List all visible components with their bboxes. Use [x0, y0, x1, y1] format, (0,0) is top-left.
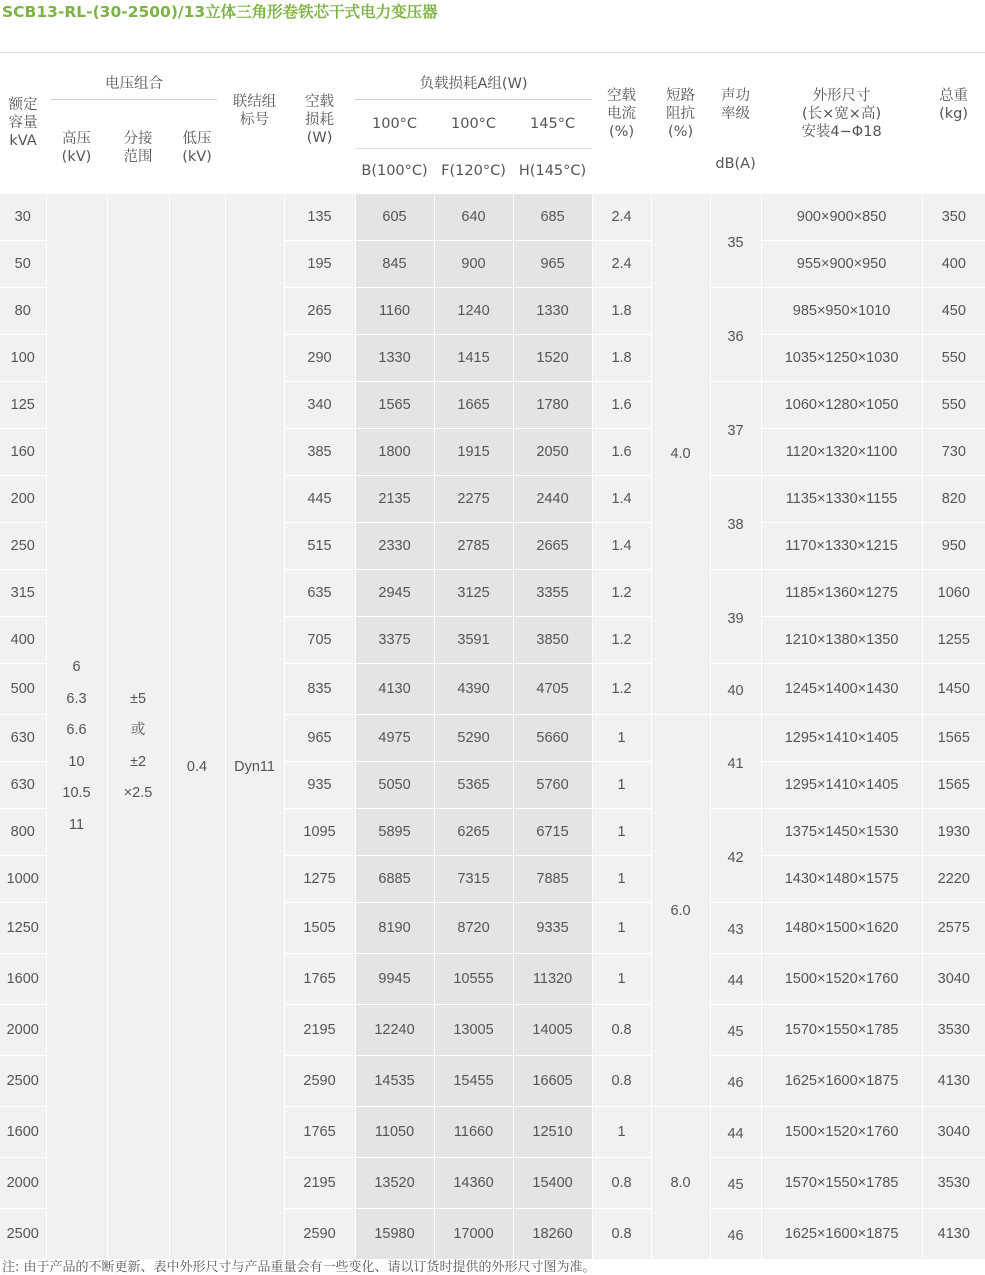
spec-table: [0, 52, 985, 1259]
cell-load-loss-b: 1565: [355, 382, 434, 429]
cell-load-loss-b: 845: [355, 241, 434, 288]
cell-load-loss-h: 7885: [513, 856, 592, 903]
header-weight: 总重 (kg): [922, 53, 985, 194]
header-temp-2: 100°C: [434, 100, 513, 149]
cell-kva: 2500: [0, 1209, 46, 1260]
cell-weight: 550: [922, 382, 985, 429]
cell-dimensions: 1120×1320×1100: [761, 429, 922, 476]
cell-weight: 1255: [922, 617, 985, 664]
cell-weight: 4130: [922, 1056, 985, 1107]
cell-tap-range: [107, 194, 169, 1260]
cell-weight: 400: [922, 241, 985, 288]
cell-load-loss-h: 3850: [513, 617, 592, 664]
cell-load-loss-f: 640: [434, 194, 513, 241]
cell-dimensions: 1430×1480×1575: [761, 856, 922, 903]
cell-load-loss-h: 4705: [513, 664, 592, 715]
cell-impedance: 4.0: [651, 194, 710, 715]
cell-hv-range: [46, 194, 107, 1260]
cell-no-load-current: 1.8: [592, 335, 651, 382]
cell-load-loss-f: 5290: [434, 715, 513, 762]
cell-no-load-loss: 1505: [284, 903, 355, 954]
cell-impedance: 6.0: [651, 715, 710, 1107]
cell-no-load-loss: 340: [284, 382, 355, 429]
cell-sound-level: 43: [710, 903, 761, 954]
cell-load-loss-f: 2785: [434, 523, 513, 570]
cell-weight: 350: [922, 194, 985, 241]
cell-load-loss-h: 9335: [513, 903, 592, 954]
cell-dimensions: 1480×1500×1620: [761, 903, 922, 954]
cell-no-load-current: 1.4: [592, 523, 651, 570]
cell-dimensions: 1060×1280×1050: [761, 382, 922, 429]
cell-load-loss-f: 17000: [434, 1209, 513, 1260]
cell-load-loss-b: 3375: [355, 617, 434, 664]
cell-no-load-loss: 2590: [284, 1209, 355, 1260]
cell-dimensions: 985×950×1010: [761, 288, 922, 335]
cell-no-load-current: 1: [592, 809, 651, 856]
cell-sound-level: 36: [710, 288, 761, 382]
tap-value: 或: [130, 722, 146, 738]
header-tap-range: 分接 范围: [123, 131, 153, 165]
cell-sound-level: 41: [710, 715, 761, 809]
cell-kva: 30: [0, 194, 46, 241]
cell-load-loss-b: 8190: [355, 903, 434, 954]
cell-no-load-loss: 1095: [284, 809, 355, 856]
cell-kva: 80: [0, 288, 46, 335]
cell-no-load-current: 1: [592, 903, 651, 954]
cell-load-loss-b: 2135: [355, 476, 434, 523]
cell-load-loss-h: 12510: [513, 1107, 592, 1158]
hv-value: 10: [68, 753, 85, 770]
header-rated-capacity: 额定 容量 kVA: [0, 53, 46, 194]
cell-kva: 100: [0, 335, 46, 382]
cell-dimensions: 1625×1600×1875: [761, 1056, 922, 1107]
cell-sound-level: 45: [710, 1158, 761, 1209]
cell-weight: 3530: [922, 1005, 985, 1056]
header-no-load-loss: 空载 损耗 (W): [284, 53, 355, 194]
cell-load-loss-f: 900: [434, 241, 513, 288]
cell-load-loss-h: 965: [513, 241, 592, 288]
header-insulation-h: H(145°C): [518, 163, 587, 179]
cell-sound-level: 44: [710, 1107, 761, 1158]
cell-sound-level: 37: [710, 382, 761, 476]
cell-load-loss-h: 1780: [513, 382, 592, 429]
cell-load-loss-h: 18260: [513, 1209, 592, 1260]
cell-sound-level: 46: [710, 1056, 761, 1107]
cell-weight: 3040: [922, 1107, 985, 1158]
cell-weight: 450: [922, 288, 985, 335]
cell-weight: 3040: [922, 954, 985, 1005]
cell-kva: 200: [0, 476, 46, 523]
cell-no-load-loss: 835: [284, 664, 355, 715]
cell-no-load-current: 1.2: [592, 664, 651, 715]
cell-kva: 160: [0, 429, 46, 476]
cell-load-loss-f: 3591: [434, 617, 513, 664]
cell-load-loss-f: 1665: [434, 382, 513, 429]
table-body: [0, 194, 985, 1260]
cell-load-loss-b: 1160: [355, 288, 434, 335]
cell-load-loss-b: 2945: [355, 570, 434, 617]
cell-no-load-loss: 705: [284, 617, 355, 664]
header-voltage-group: 电压组合: [46, 53, 225, 101]
cell-no-load-current: 2.4: [592, 241, 651, 288]
cell-dimensions: 1135×1330×1155: [761, 476, 922, 523]
hv-value: 10.5: [62, 785, 91, 801]
cell-no-load-current: 2.4: [592, 194, 651, 241]
cell-no-load-current: 0.8: [592, 1158, 651, 1209]
cell-load-loss-b: 1330: [355, 335, 434, 382]
cell-weight: 4130: [922, 1209, 985, 1260]
cell-load-loss-f: 1915: [434, 429, 513, 476]
cell-load-loss-f: 14360: [434, 1158, 513, 1209]
cell-load-loss-h: 15400: [513, 1158, 592, 1209]
header-insulation-b: B(100°C): [361, 163, 428, 179]
cell-load-loss-b: 4975: [355, 715, 434, 762]
cell-load-loss-h: 6715: [513, 809, 592, 856]
cell-no-load-loss: 2195: [284, 1158, 355, 1209]
cell-no-load-loss: 2195: [284, 1005, 355, 1056]
cell-no-load-current: 0.8: [592, 1209, 651, 1260]
cell-dimensions: 955×900×950: [761, 241, 922, 288]
cell-no-load-loss: 515: [284, 523, 355, 570]
tap-value: ×2.5: [123, 785, 153, 801]
cell-kva: 1600: [0, 954, 46, 1005]
cell-load-loss-h: 11320: [513, 954, 592, 1005]
cell-no-load-loss: 935: [284, 762, 355, 809]
cell-weight: 1930: [922, 809, 985, 856]
header-load-loss-group: 负载损耗A组(W): [355, 53, 592, 101]
cell-weight: 730: [922, 429, 985, 476]
cell-no-load-current: 1: [592, 715, 651, 762]
cell-dimensions: 1295×1410×1405: [761, 715, 922, 762]
cell-load-loss-h: 2050: [513, 429, 592, 476]
cell-kva: 630: [0, 715, 46, 762]
cell-no-load-loss: 1765: [284, 954, 355, 1005]
cell-no-load-current: 0.8: [592, 1056, 651, 1107]
cell-no-load-loss: 290: [284, 335, 355, 382]
cell-kva: 1000: [0, 856, 46, 903]
header-impedance: 短路 阻抗 (%): [651, 53, 710, 194]
cell-no-load-loss: 635: [284, 570, 355, 617]
cell-no-load-current: 1: [592, 954, 651, 1005]
cell-weight: 2220: [922, 856, 985, 903]
cell-kva: 250: [0, 523, 46, 570]
cell-sound-level: 40: [710, 664, 761, 715]
tap-value: ±5: [129, 690, 147, 707]
cell-dimensions: 1500×1520×1760: [761, 1107, 922, 1158]
cell-kva: 1600: [0, 1107, 46, 1158]
header-insulation-f: F(120°C): [441, 163, 506, 179]
cell-dimensions: 1570×1550×1785: [761, 1005, 922, 1056]
cell-load-loss-b: 14535: [355, 1056, 434, 1107]
cell-impedance: 8.0: [651, 1107, 710, 1260]
cell-kva: 400: [0, 617, 46, 664]
header-hv: 高压 (kV): [61, 131, 92, 165]
cell-no-load-loss: 385: [284, 429, 355, 476]
cell-load-loss-f: 7315: [434, 856, 513, 903]
header-vector-group: 联结组 标号: [225, 53, 284, 194]
cell-load-loss-f: 1415: [434, 335, 513, 382]
cell-kva: 500: [0, 664, 46, 715]
cell-dimensions: 900×900×850: [761, 194, 922, 241]
cell-sound-level: 44: [710, 954, 761, 1005]
cell-lv: 0.4: [169, 194, 225, 1260]
cell-no-load-current: 1: [592, 1107, 651, 1158]
cell-kva: 315: [0, 570, 46, 617]
cell-weight: 2575: [922, 903, 985, 954]
cell-load-loss-h: 2665: [513, 523, 592, 570]
cell-no-load-loss: 2590: [284, 1056, 355, 1107]
cell-load-loss-h: 14005: [513, 1005, 592, 1056]
cell-dimensions: 1210×1380×1350: [761, 617, 922, 664]
cell-load-loss-f: 13005: [434, 1005, 513, 1056]
header-no-load-current: 空载 电流 (%): [592, 53, 651, 194]
cell-dimensions: 1170×1330×1215: [761, 523, 922, 570]
cell-load-loss-h: 3355: [513, 570, 592, 617]
cell-weight: 1565: [922, 762, 985, 809]
hv-value: 6.3: [66, 690, 87, 707]
cell-kva: 630: [0, 762, 46, 809]
cell-weight: 3530: [922, 1158, 985, 1209]
cell-load-loss-b: 11050: [355, 1107, 434, 1158]
cell-dimensions: 1245×1400×1430: [761, 664, 922, 715]
cell-dimensions: 1185×1360×1275: [761, 570, 922, 617]
header-dimensions: 外形尺寸 (长×宽×高) 安装4−Φ18: [761, 53, 922, 194]
cell-dimensions: 1570×1550×1785: [761, 1158, 922, 1209]
cell-no-load-loss: 135: [284, 194, 355, 241]
hv-value: 11: [68, 816, 85, 833]
cell-load-loss-f: 11660: [434, 1107, 513, 1158]
cell-load-loss-b: 15980: [355, 1209, 434, 1260]
cell-sound-level: 35: [710, 194, 761, 288]
cell-no-load-loss: 1765: [284, 1107, 355, 1158]
cell-dimensions: 1295×1410×1405: [761, 762, 922, 809]
cell-load-loss-b: 13520: [355, 1158, 434, 1209]
cell-weight: 950: [922, 523, 985, 570]
cell-load-loss-f: 2275: [434, 476, 513, 523]
cell-kva: 800: [0, 809, 46, 856]
cell-load-loss-b: 4130: [355, 664, 434, 715]
cell-load-loss-f: 4390: [434, 664, 513, 715]
cell-load-loss-b: 5895: [355, 809, 434, 856]
cell-load-loss-f: 8720: [434, 903, 513, 954]
cell-no-load-current: 1.6: [592, 382, 651, 429]
cell-weight: 1060: [922, 570, 985, 617]
cell-weight: 1565: [922, 715, 985, 762]
cell-load-loss-f: 10555: [434, 954, 513, 1005]
cell-load-loss-f: 15455: [434, 1056, 513, 1107]
table-row: [0, 194, 985, 241]
cell-weight: 820: [922, 476, 985, 523]
cell-no-load-loss: 445: [284, 476, 355, 523]
cell-no-load-loss: 265: [284, 288, 355, 335]
cell-sound-level: 46: [710, 1209, 761, 1260]
cell-no-load-current: 1.6: [592, 429, 651, 476]
cell-no-load-current: 1.2: [592, 617, 651, 664]
footnote: 注: 由于产品的不断更新、表中外形尺寸与产品重量会有一些变化、请以订货时提供的外形尺寸图为准。: [2, 1260, 596, 1275]
table-header: [0, 53, 985, 194]
cell-sound-level: 39: [710, 570, 761, 664]
cell-load-loss-b: 6885: [355, 856, 434, 903]
cell-load-loss-h: 1520: [513, 335, 592, 382]
tap-value: ±2: [129, 753, 147, 770]
cell-load-loss-b: 9945: [355, 954, 434, 1005]
cell-no-load-current: 1.8: [592, 288, 651, 335]
cell-load-loss-h: 16605: [513, 1056, 592, 1107]
cell-load-loss-f: 6265: [434, 809, 513, 856]
cell-kva: 2000: [0, 1005, 46, 1056]
header-temp-1: 100°C: [355, 100, 434, 149]
document-title: SCB13-RL-(30-2500)/13立体三角形卷铁芯干式电力变压器: [2, 3, 438, 21]
cell-load-loss-h: 5660: [513, 715, 592, 762]
cell-no-load-loss: 1275: [284, 856, 355, 903]
cell-load-loss-f: 1240: [434, 288, 513, 335]
cell-no-load-current: 1: [592, 762, 651, 809]
cell-load-loss-h: 1330: [513, 288, 592, 335]
cell-weight: 1450: [922, 664, 985, 715]
cell-dimensions: 1500×1520×1760: [761, 954, 922, 1005]
cell-load-loss-b: 12240: [355, 1005, 434, 1056]
cell-load-loss-b: 2330: [355, 523, 434, 570]
cell-no-load-loss: 965: [284, 715, 355, 762]
cell-load-loss-h: 5760: [513, 762, 592, 809]
hv-value: 6.6: [66, 722, 87, 738]
cell-no-load-current: 0.8: [592, 1005, 651, 1056]
cell-load-loss-b: 605: [355, 194, 434, 241]
hv-value: 6: [72, 659, 81, 675]
cell-load-loss-h: 685: [513, 194, 592, 241]
cell-sound-level: 42: [710, 809, 761, 903]
cell-no-load-current: 1.2: [592, 570, 651, 617]
cell-no-load-current: 1.4: [592, 476, 651, 523]
cell-kva: 50: [0, 241, 46, 288]
header-lv: 低压 (kV): [182, 131, 212, 165]
cell-dimensions: 1625×1600×1875: [761, 1209, 922, 1260]
header-sound-level: 声功 率级 dB(A): [710, 53, 761, 194]
cell-kva: 2500: [0, 1056, 46, 1107]
cell-vector-group: Dyn11: [225, 194, 284, 1260]
cell-dimensions: 1035×1250×1030: [761, 335, 922, 382]
cell-load-loss-f: 5365: [434, 762, 513, 809]
cell-load-loss-b: 5050: [355, 762, 434, 809]
cell-no-load-loss: 195: [284, 241, 355, 288]
cell-load-loss-b: 1800: [355, 429, 434, 476]
cell-kva: 1250: [0, 903, 46, 954]
cell-load-loss-f: 3125: [434, 570, 513, 617]
cell-kva: 2000: [0, 1158, 46, 1209]
cell-sound-level: 45: [710, 1005, 761, 1056]
cell-kva: 125: [0, 382, 46, 429]
cell-sound-level: 38: [710, 476, 761, 570]
cell-load-loss-h: 2440: [513, 476, 592, 523]
cell-no-load-current: 1: [592, 856, 651, 903]
header-temp-3: 145°C: [513, 100, 592, 149]
cell-weight: 550: [922, 335, 985, 382]
cell-dimensions: 1375×1450×1530: [761, 809, 922, 856]
